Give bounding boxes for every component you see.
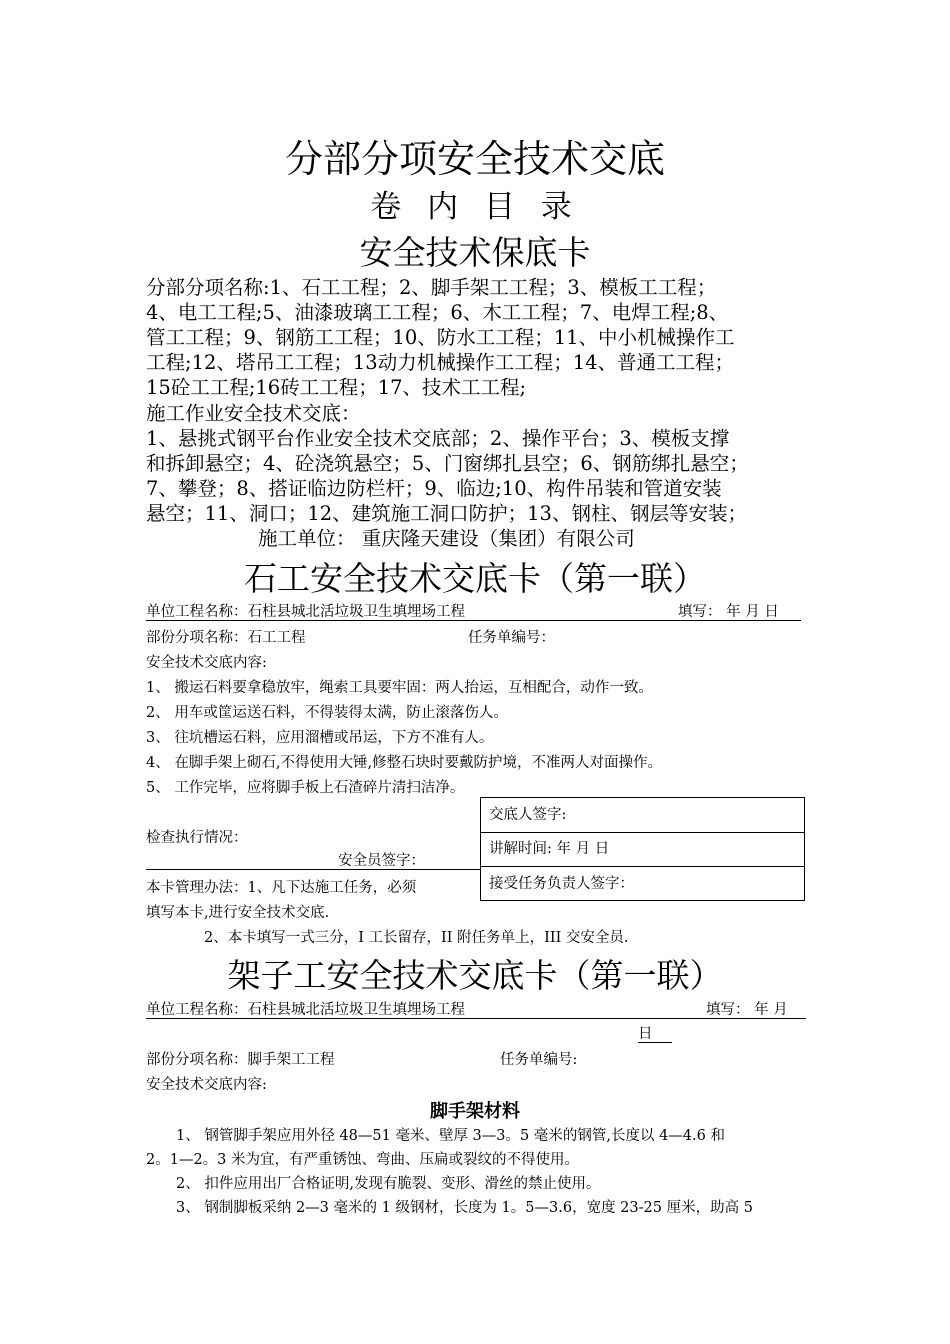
content-item: 2、 用车或筐运送石料，不得装得太满，防止滚落伤人。 xyxy=(146,705,508,721)
safety-officer-signature: 安全员签字： xyxy=(338,853,425,869)
toc-line: 15砼工工程;16砖工工程；17、技术工工程; xyxy=(146,376,527,399)
content-label: 安全技术交底内容: xyxy=(146,1077,267,1093)
project-name: 单位工程名称：石柱县城北活垃圾卫生填埋场工程 xyxy=(146,604,465,620)
content-line: 1、 钢管脚手架应用外径 48—51 毫米、壁厚 3—3。5 毫米的钢管,长度以 4—4.6 和 xyxy=(176,1128,725,1144)
page-subtitle: 卷 内 目 录 xyxy=(370,189,580,225)
check-label: 检查执行情况： xyxy=(146,830,248,846)
toc-line: 分部分项名称:1、石工工程；2、脚手架工工程；3、模板工工程； xyxy=(146,276,717,299)
management-rule: 2、本卡填写一式三分，I 工长留存，II 附任务单上，III 交安全员. xyxy=(204,930,629,946)
card-heading: 安全技术保底卡 xyxy=(359,233,591,272)
section-title: 脚手架材料 xyxy=(430,1101,520,1122)
task-number: 任务单编号： xyxy=(468,630,555,646)
project-name: 单位工程名称：石柱县城北活垃圾卫生填埋场工程 xyxy=(146,1002,465,1018)
content-line: 2、 扣件应用出厂合格证明,发现有脆裂、变形、滑丝的禁止使用。 xyxy=(176,1176,601,1192)
content-item: 3、 往坑槽运石料，应用溜槽或吊运，下方不准有人。 xyxy=(146,730,494,746)
content-item: 4、 在脚手架上砌石,不得使用大锤,修整石块时要戴防护境，不准两人对面操作。 xyxy=(146,755,663,771)
content-item: 1、 搬运石料要拿稳放牢，绳索工具要牢固：两人抬运，互相配合，动作一致。 xyxy=(146,680,653,696)
sub-item-name: 部份分项名称：脚手架工工程 xyxy=(146,1052,335,1068)
toc-line: 悬空；11、洞口；12、建筑施工洞口防护；13、钢柱、钢层等安装； xyxy=(146,502,747,525)
construction-unit: 施工单位： 重庆隆天建设（集团）有限公司 xyxy=(258,527,635,550)
page-title: 分部分项安全技术交底 xyxy=(284,137,665,181)
sub-item-name: 部份分项名称：石工工程 xyxy=(146,630,306,646)
task-number: 任务单编号: xyxy=(500,1052,578,1068)
card-title: 石工安全技术交底卡（第一联） xyxy=(244,559,706,598)
toc-line: 工程;12、塔吊工工程；13动力机械操作工工程；14、普通工工程； xyxy=(146,351,735,374)
toc-line: 施工作业安全技术交底： xyxy=(146,402,361,425)
signature-table xyxy=(480,797,805,901)
management-rule: 填写本卡,进行安全技术交底. xyxy=(146,905,330,921)
project-line xyxy=(146,600,801,621)
toc-line: 和拆卸悬空；4、砼浇筑悬空；5、门窗绑扎县空；6、钢筋绑扎悬空； xyxy=(146,452,749,475)
content-label: 安全技术交底内容: xyxy=(146,655,267,671)
toc-line: 管工工程；9、钢筋工工程；10、防水工工程；11、中小机械操作工 xyxy=(146,326,735,349)
content-line: 2。1—2。3 米为宜，有严重锈蚀、弯曲、压扁或裂纹的不得使用。 xyxy=(146,1152,580,1168)
toc-line: 1、悬挑式钢平台作业安全技术交底部；2、操作平台；3、模板支撑 xyxy=(146,427,730,450)
signature-row: 讲解时间: 年 月 日 xyxy=(481,832,804,867)
content-line: 3、 钢制脚板采纳 2—3 毫米的 1 级钢材，长度为 1。5—3.6，宽度 23-25 厘米，助高 5 xyxy=(176,1200,753,1216)
management-rule: 本卡管理办法：1、凡下达施工任务，必须 xyxy=(146,880,417,896)
toc-line: 4、电工工程;5、油漆玻璃工工程；6、木工工程；7、电焊工程;8、 xyxy=(146,301,729,324)
content-item: 5、 工作完毕，应将脚手板上石渣碎片清扫洁净。 xyxy=(146,780,465,796)
fill-day: 日 xyxy=(638,1022,672,1043)
signature-row: 交底人签字: xyxy=(481,798,804,833)
signature-row: 接受任务负责人签字： xyxy=(489,876,634,892)
safety-officer-line xyxy=(146,849,480,870)
fill-date: 填写： 年 月 日 xyxy=(678,604,779,620)
fill-date: 填写： 年 月 xyxy=(706,1002,788,1018)
toc-line: 7、攀登；8、搭证临边防栏杆；9、临边;10、构件吊装和管道安装 xyxy=(146,477,722,500)
project-line xyxy=(146,998,806,1019)
card-title: 架子工安全技术交底卡（第一联） xyxy=(227,956,723,995)
